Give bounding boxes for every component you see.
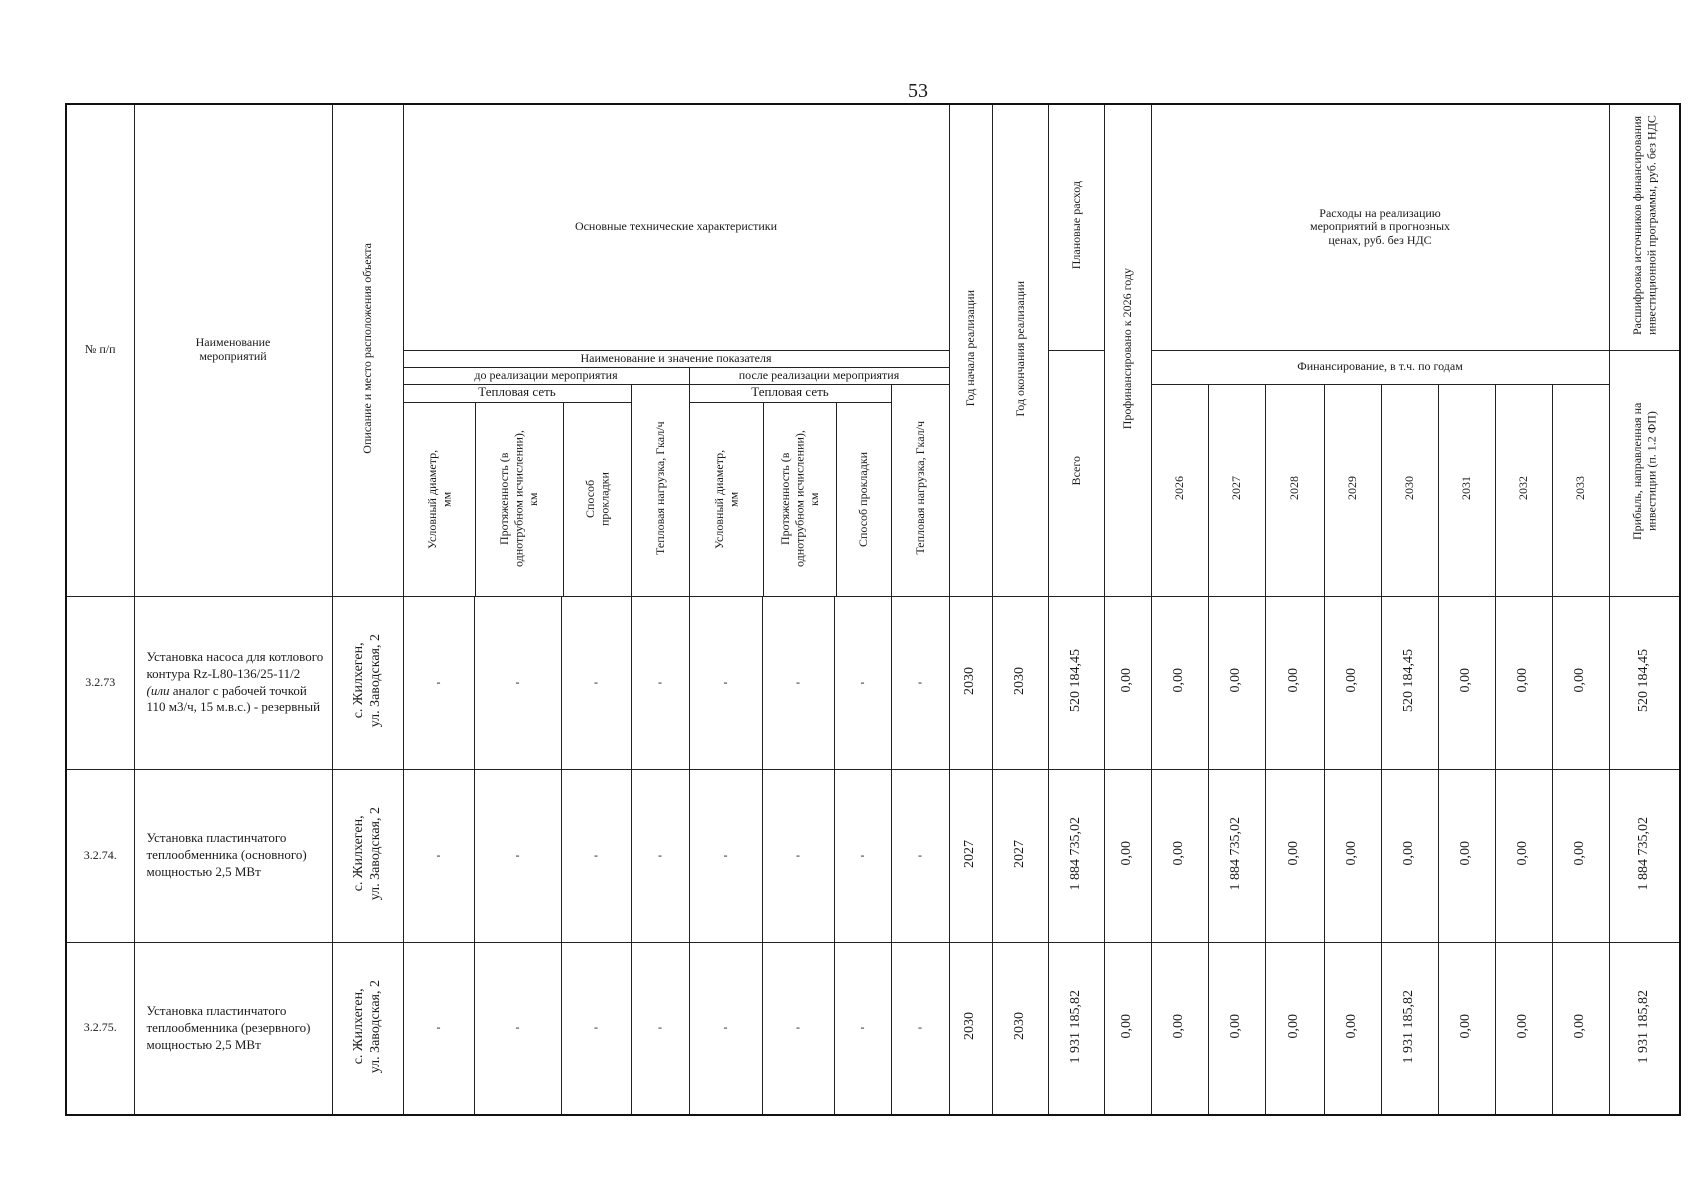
row-location: с. Жилхеген, ул. Заводская, 2 [350, 633, 383, 728]
row-location: с. Жилхеген, ул. Заводская, 2 [350, 979, 383, 1073]
row-num: 3.2.73 [66, 596, 134, 769]
row-name: Установка пластинчатого теплообменника (резервного) мощностью 2,5 МВт [134, 942, 332, 1115]
row-dash: - [631, 769, 689, 942]
header-load-after: Тепловая нагрузка, Гкал/ч [912, 421, 927, 555]
row-year-value: 0,00 [1344, 1014, 1360, 1039]
header-profit: Прибыль, направленная на инвестиции (п. 1.2 ФП) [1629, 402, 1659, 540]
header-year-2033: 2033 [1573, 476, 1588, 501]
row-dash: - [561, 769, 631, 942]
row-profit: 1 931 185,82 [1635, 989, 1651, 1064]
header-prefinanced: Профинансировано к 2026 году [1120, 267, 1135, 429]
row-dash: - [561, 596, 631, 769]
row-dash: - [474, 596, 561, 769]
header-diameter-before: Условный диаметр, мм [424, 449, 453, 549]
row-dash: - [631, 596, 689, 769]
row-year-value: 0,00 [1171, 841, 1187, 866]
row-year-value: 0,00 [1458, 1014, 1474, 1039]
row-year-value: 0,00 [1572, 668, 1588, 693]
header-year-2027: 2027 [1229, 476, 1244, 501]
header-num: № п/п [66, 104, 134, 596]
row-profit: 1 884 735,02 [1635, 816, 1651, 891]
row-year-value: 520 184,45 [1401, 649, 1417, 713]
row-dash: - [631, 942, 689, 1115]
row-dash: - [561, 942, 631, 1115]
row-dash: - [891, 596, 949, 769]
row-dash: - [834, 942, 891, 1115]
header-year-2030: 2030 [1402, 476, 1417, 501]
row-prefinanced: 0,00 [1119, 1014, 1135, 1039]
row-num: 3.2.74. [66, 769, 134, 942]
row-year-value: 0,00 [1515, 668, 1531, 693]
header-year-end: Год окончания реализации [1012, 280, 1027, 417]
row-dash: - [891, 769, 949, 942]
row-year-start: 2030 [962, 1012, 978, 1041]
header-before: до реализации мероприятия [403, 367, 689, 384]
row-year-value: 0,00 [1171, 668, 1187, 693]
row-year-value: 0,00 [1458, 668, 1474, 693]
row-dash: - [474, 942, 561, 1115]
header-year-2032: 2032 [1516, 476, 1531, 501]
row-year-value: 0,00 [1344, 841, 1360, 866]
row-year-value: 0,00 [1344, 668, 1360, 693]
header-total: Всего [1068, 456, 1083, 486]
header-method-after: Способ прокладки [856, 451, 871, 547]
row-dash: - [689, 596, 762, 769]
row-dash: - [403, 769, 474, 942]
row-dash: - [891, 942, 949, 1115]
header-load-before: Тепловая нагрузка, Гкал/ч [652, 421, 667, 555]
header-network-before: Тепловая сеть [404, 385, 631, 403]
row-year-value: 0,00 [1515, 841, 1531, 866]
row-total: 520 184,45 [1067, 649, 1083, 713]
row-name: Установка пластинчатого теплообменника (основного) мощностью 2,5 МВт [134, 769, 332, 942]
row-dash: - [689, 942, 762, 1115]
header-planned: Плановые расход [1068, 181, 1083, 270]
row-dash: - [403, 596, 474, 769]
row-year-value: 1 884 735,02 [1228, 816, 1244, 891]
row-dash: - [762, 942, 834, 1115]
row-year-value: 0,00 [1228, 1014, 1244, 1039]
header-year-2026: 2026 [1172, 476, 1187, 501]
row-total: 1 931 185,82 [1067, 989, 1083, 1064]
row-year-value: 0,00 [1286, 841, 1302, 866]
row-total: 1 884 735,02 [1067, 816, 1083, 891]
row-year-value: 0,00 [1572, 841, 1588, 866]
header-network-after: Тепловая сеть [690, 385, 891, 403]
row-year-value: 0,00 [1515, 1014, 1531, 1039]
row-dash: - [762, 596, 834, 769]
header-year-start: Год начала реализации [963, 290, 978, 407]
table-row [66, 769, 1680, 942]
row-year-value: 0,00 [1286, 1014, 1302, 1039]
row-year-value: 0,00 [1286, 668, 1302, 693]
row-year-value: 1 931 185,82 [1401, 989, 1417, 1064]
header-sources: Расшифровка источников финансирования инвестиционной программы, руб. без НДС [1629, 115, 1659, 336]
row-dash: - [834, 769, 891, 942]
row-dash: - [474, 769, 561, 942]
row-location: с. Жилхеген, ул. Заводская, 2 [350, 806, 383, 901]
row-year-start: 2027 [962, 839, 978, 868]
header-location: Описание и место расположения объекта [360, 243, 375, 454]
investment-table [65, 103, 1681, 1116]
header-length-after: Протяженность (в однотрубном исчислении), км [777, 430, 821, 568]
header-after: после реализации мероприятия [689, 367, 949, 384]
row-dash: - [762, 769, 834, 942]
row-profit: 520 184,45 [1635, 649, 1651, 713]
page-number: 53 [908, 80, 928, 102]
row-num: 3.2.75. [66, 942, 134, 1115]
row-name: Установка насоса для котлового контура Rz-L80-136/25-11/2 (или аналог с рабочей точкой 110 м3/ч, 15 м.в.с.) - резервный [134, 596, 332, 769]
header-diameter-after: Условный диаметр, мм [711, 449, 740, 549]
row-prefinanced: 0,00 [1119, 668, 1135, 693]
header-tech: Основные технические характеристики [403, 104, 949, 350]
header-name: Наименование мероприятий [134, 104, 332, 596]
row-year-value: 0,00 [1228, 668, 1244, 693]
header-year-2028: 2028 [1287, 476, 1302, 501]
header-year-2029: 2029 [1345, 476, 1360, 501]
row-year-end: 2030 [1011, 1012, 1027, 1041]
row-dash: - [403, 942, 474, 1115]
row-year-value: 0,00 [1458, 841, 1474, 866]
header-year-2031: 2031 [1459, 476, 1474, 501]
row-prefinanced: 0,00 [1119, 841, 1135, 866]
row-year-end: 2030 [1011, 666, 1027, 695]
header-method-before: Способ прокладки [582, 472, 611, 526]
header-indicator: Наименование и значение показателя [403, 350, 949, 367]
table-row [66, 942, 1680, 1115]
row-dash: - [834, 596, 891, 769]
header-costs: Расходы на реализацию мероприятий в прогнозных ценах, руб. без НДС [1151, 104, 1609, 350]
row-year-value: 0,00 [1401, 841, 1417, 866]
table-row [66, 596, 1680, 769]
row-year-start: 2030 [962, 666, 978, 695]
row-year-value: 0,00 [1572, 1014, 1588, 1039]
row-year-value: 0,00 [1171, 1014, 1187, 1039]
row-dash: - [689, 769, 762, 942]
header-financing: Финансирование, в т.ч. по годам [1151, 350, 1609, 384]
row-year-end: 2027 [1011, 839, 1027, 868]
header-length-before: Протяженность (в однотрубном исчислении), км [497, 430, 541, 568]
